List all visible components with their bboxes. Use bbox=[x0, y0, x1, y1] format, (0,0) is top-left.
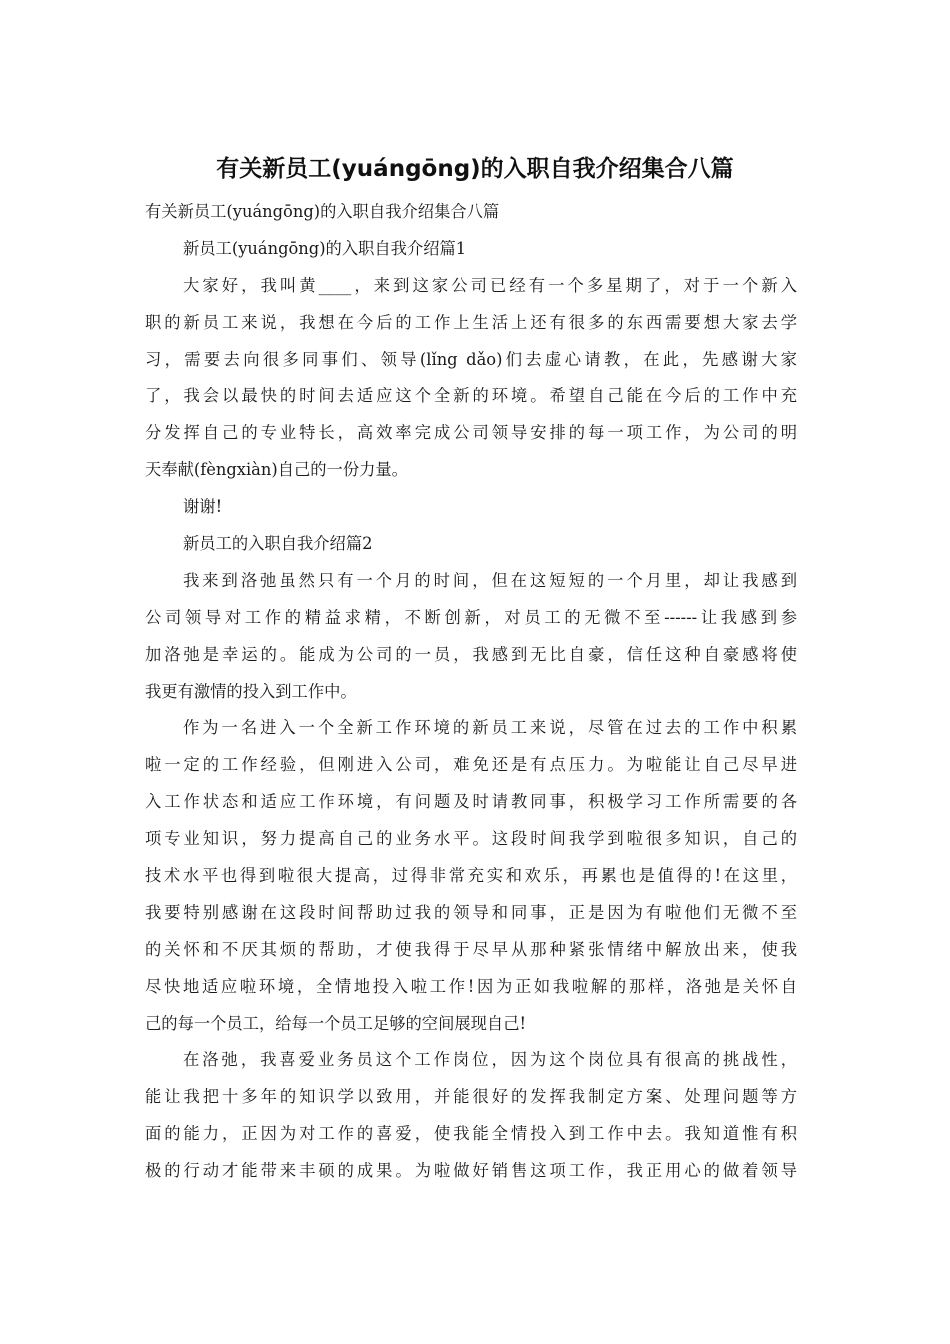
text-line: 我来到洛弛虽然只有一个月的时间，但在这短短的一个月里，却让我感到 bbox=[183, 570, 797, 590]
text-line: 天奉献(fèngxiàn)自己的一份力量。 bbox=[145, 460, 408, 480]
text-line: 技术水平也得到啦很大提高，过得非常充实和欢乐，再累也是值得的!在这里， bbox=[145, 866, 797, 886]
document-title: 有关新员工(yuángōng)的入职自我介绍集合八篇 bbox=[216, 156, 734, 182]
text-line: 谢谢! bbox=[183, 497, 223, 517]
text-line: 作为一名进入一个全新工作环境的新员工来说，尽管在过去的工作中积累 bbox=[183, 718, 797, 738]
text-line: 我要特别感谢在这段时间帮助过我的领导和同事，正是因为有啦他们无微不至 bbox=[145, 902, 797, 922]
text-line: 有关新员工(yuángōng)的入职自我介绍集合八篇 bbox=[145, 202, 500, 221]
text-line: 入工作状态和适应工作环境，有问题及时请教同事，积极学习工作所需要的各 bbox=[145, 792, 797, 812]
text-line: 职的新员工来说，我想在今后的工作上生活上还有很多的东西需要想大家去学 bbox=[145, 312, 797, 332]
text-line: 大家好，我叫黄____，来到这家公司已经有一个多星期了，对于一个新入 bbox=[183, 275, 797, 295]
text-line: 习，需要去向很多同事们、领导(lǐng dǎo)们去虚心请教，在此，先感谢大家 bbox=[145, 349, 797, 369]
text-line: 在洛弛，我喜爱业务员这个工作岗位，因为这个岗位具有很高的挑战性， bbox=[183, 1050, 797, 1070]
text-line: 项专业知识，努力提高自己的业务水平。这段时间我学到啦很多知识，自己的 bbox=[145, 829, 797, 849]
text-line: 我更有激情的投入到工作中。 bbox=[145, 681, 357, 701]
text-line: 己的每一个员工，给每一个员工足够的空间展现自己! bbox=[145, 1013, 527, 1033]
text-line: 加洛弛是幸运的。能成为公司的一员，我感到无比自豪，信任这种自豪感将使 bbox=[145, 644, 797, 664]
text-line: 尽快地适应啦环境，全情地投入啦工作!因为正如我啦解的那样，洛弛是关怀自 bbox=[145, 976, 797, 996]
text-line: 新员工(yuángōng)的入职自我介绍篇1 bbox=[183, 238, 467, 258]
text-line: 啦一定的工作经验，但刚进入公司，难免还是有点压力。为啦能让自己尽早进 bbox=[145, 755, 797, 775]
document-body bbox=[145, 194, 797, 1190]
text-line: 能让我把十多年的知识学以致用，并能很好的发挥我制定方案、处理问题等方 bbox=[145, 1087, 797, 1107]
text-line: 了，我会以最快的时间去适应这个全新的环境。希望自己能在今后的工作中充 bbox=[145, 386, 797, 406]
text-line: 分发挥自己的专业特长，高效率完成公司领导安排的每一项工作，为公司的明 bbox=[145, 423, 797, 443]
text-line: 的关怀和不厌其烦的帮助，才使我得于尽早从那种紧张情绪中解放出来，使我 bbox=[145, 939, 797, 959]
text-line: 极的行动才能带来丰硕的成果。为啦做好销售这项工作，我正用心的做着领导 bbox=[145, 1161, 797, 1181]
text-line: 新员工的入职自我介绍篇2 bbox=[183, 534, 373, 554]
text-line: 面的能力，正因为对工作的喜爱，使我能全情投入到工作中去。我知道惟有积 bbox=[145, 1124, 797, 1144]
text-line: 公司领导对工作的精益求精，不断创新，对员工的无微不至------让我感到参 bbox=[145, 607, 797, 627]
